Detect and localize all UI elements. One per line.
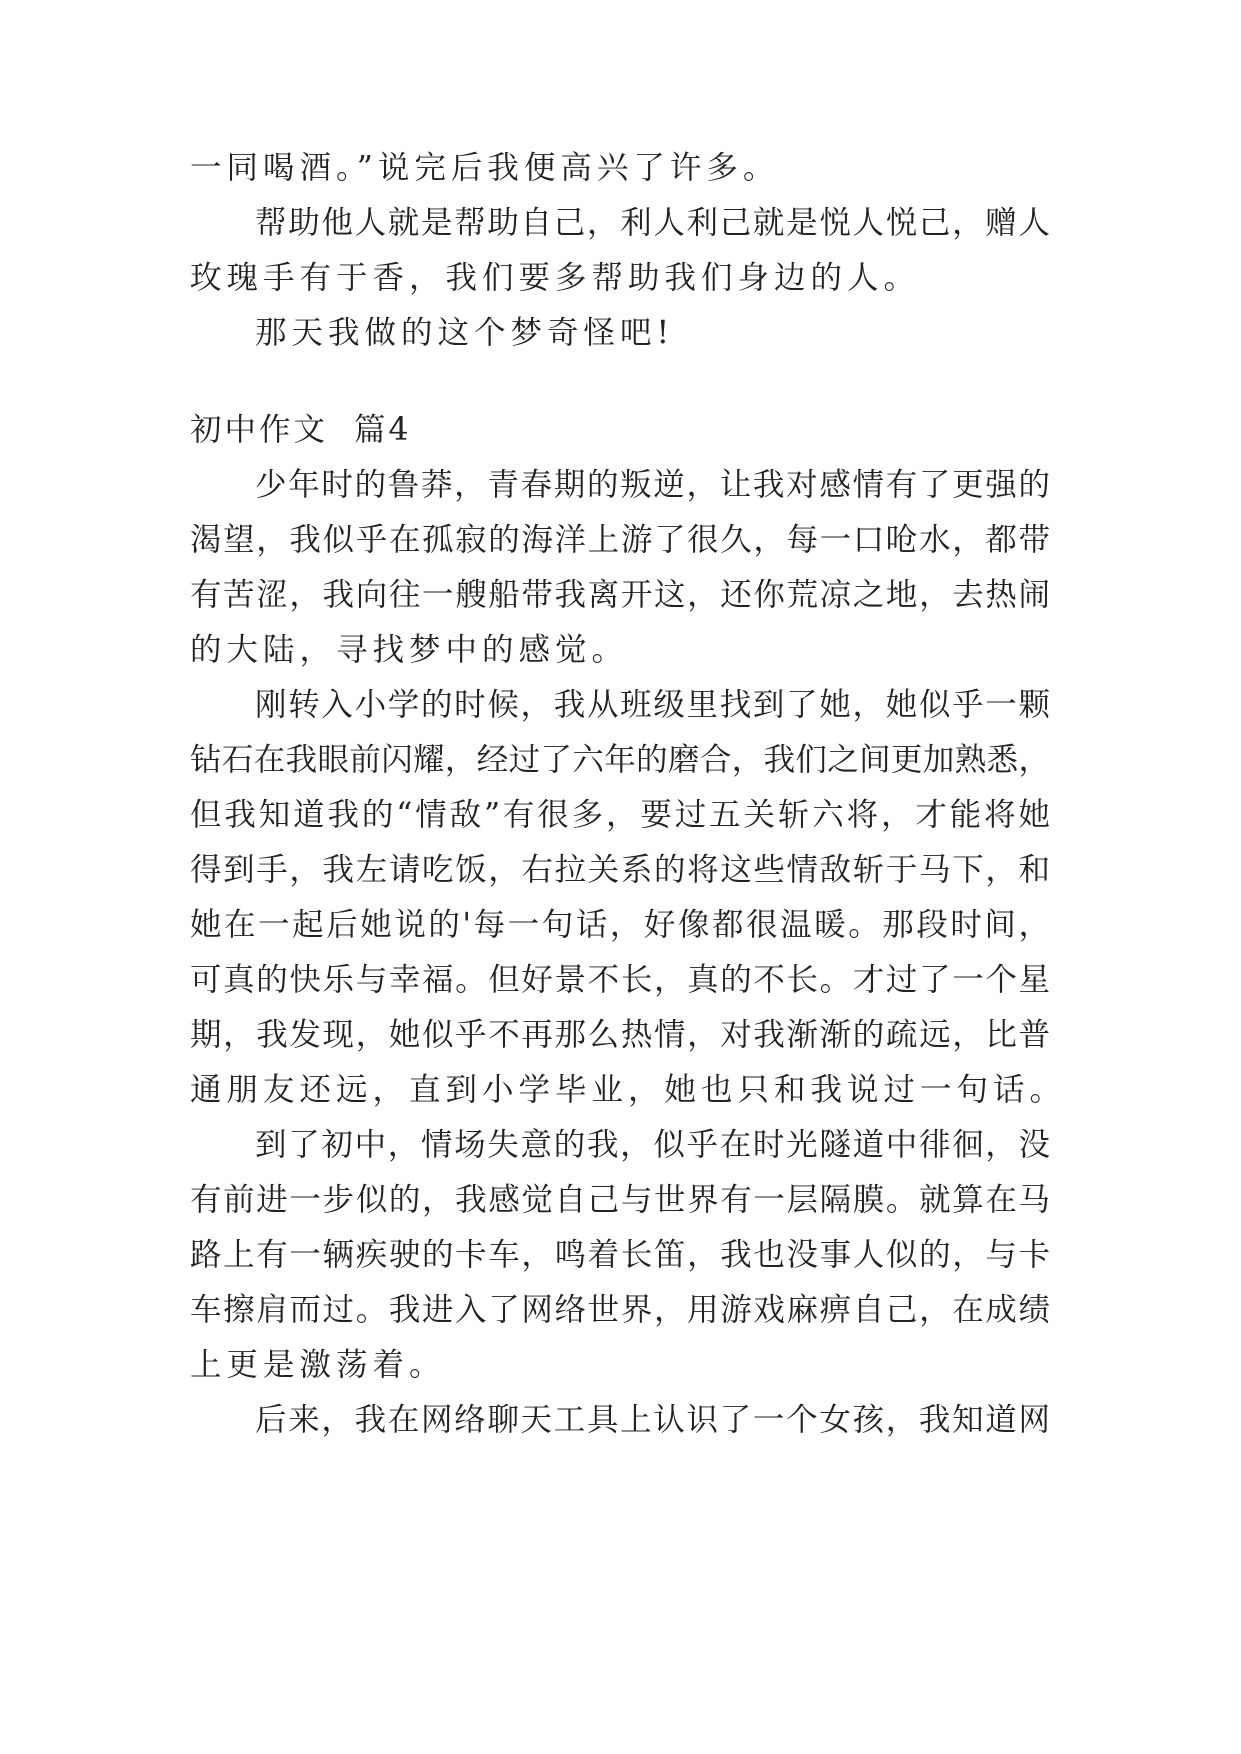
paragraph-line: 渴望，我似乎在孤寂的海洋上游了很久，每一口呛水，都带 xyxy=(190,522,1050,558)
paragraph-line: 但我知道我的“情敌”有很多，要过五关斩六将，才能将她 xyxy=(190,797,1050,833)
paragraph-line: 车擦肩而过。我进入了网络世界，用游戏麻痹自己，在成绩 xyxy=(190,1292,1050,1328)
paragraph-line: 期，我发现，她似乎不再那么热情，对我渐渐的疏远，比普 xyxy=(190,1017,1050,1053)
section-heading: 初中作文 篇4 xyxy=(190,412,412,448)
paragraph-line: 上更是激荡着。 xyxy=(190,1347,446,1383)
paragraph-line: 的大陆，寻找梦中的感觉。 xyxy=(190,632,629,668)
paragraph-line: 刚转入小学的时候，我从班级里找到了她，她似乎一颗 xyxy=(255,687,1050,723)
paragraph-line: 有前进一步似的，我感觉自己与世界有一层隔膜。就算在马 xyxy=(190,1182,1050,1218)
paragraph-line: 少年时的鲁莽，青春期的叛逆，让我对感情有了更强的 xyxy=(255,467,1050,503)
paragraph-line: 到了初中，情场失意的我，似乎在时光隧道中徘徊，没 xyxy=(255,1127,1050,1163)
paragraph-line: 那天我做的这个梦奇怪吧! xyxy=(255,315,675,351)
paragraph-line: 她在一起后她说的'每一句话，好像都很温暖。那段时间， xyxy=(190,907,1050,943)
paragraph-line: 帮助他人就是帮助自己，利人利己就是悦人悦己，赠人 xyxy=(255,205,1050,241)
paragraph-line: 一同喝酒。”说完后我便高兴了许多。 xyxy=(190,150,780,186)
paragraph-line: 后来，我在网络聊天工具上认识了一个女孩，我知道网 xyxy=(255,1402,1050,1438)
paragraph-line: 可真的快乐与幸福。但好景不长，真的不长。才过了一个星 xyxy=(190,962,1050,998)
paragraph-line: 路上有一辆疾驶的卡车，鸣着长笛，我也没事人似的，与卡 xyxy=(190,1237,1050,1273)
paragraph-line: 得到手，我左请吃饭，右拉关系的将这些情敌斩于马下，和 xyxy=(190,852,1050,888)
paragraph-line: 钻石在我眼前闪耀，经过了六年的磨合，我们之间更加熟悉， xyxy=(190,742,1050,778)
paragraph-line: 通朋友还远，直到小学毕业，她也只和我说过一句话。 xyxy=(190,1072,1067,1108)
paragraph-line: 有苦涩，我向往一艘船带我离开这，还你荒凉之地，去热闹 xyxy=(190,577,1050,613)
paragraph-line: 玫瑰手有于香，我们要多帮助我们身边的人。 xyxy=(190,260,921,296)
